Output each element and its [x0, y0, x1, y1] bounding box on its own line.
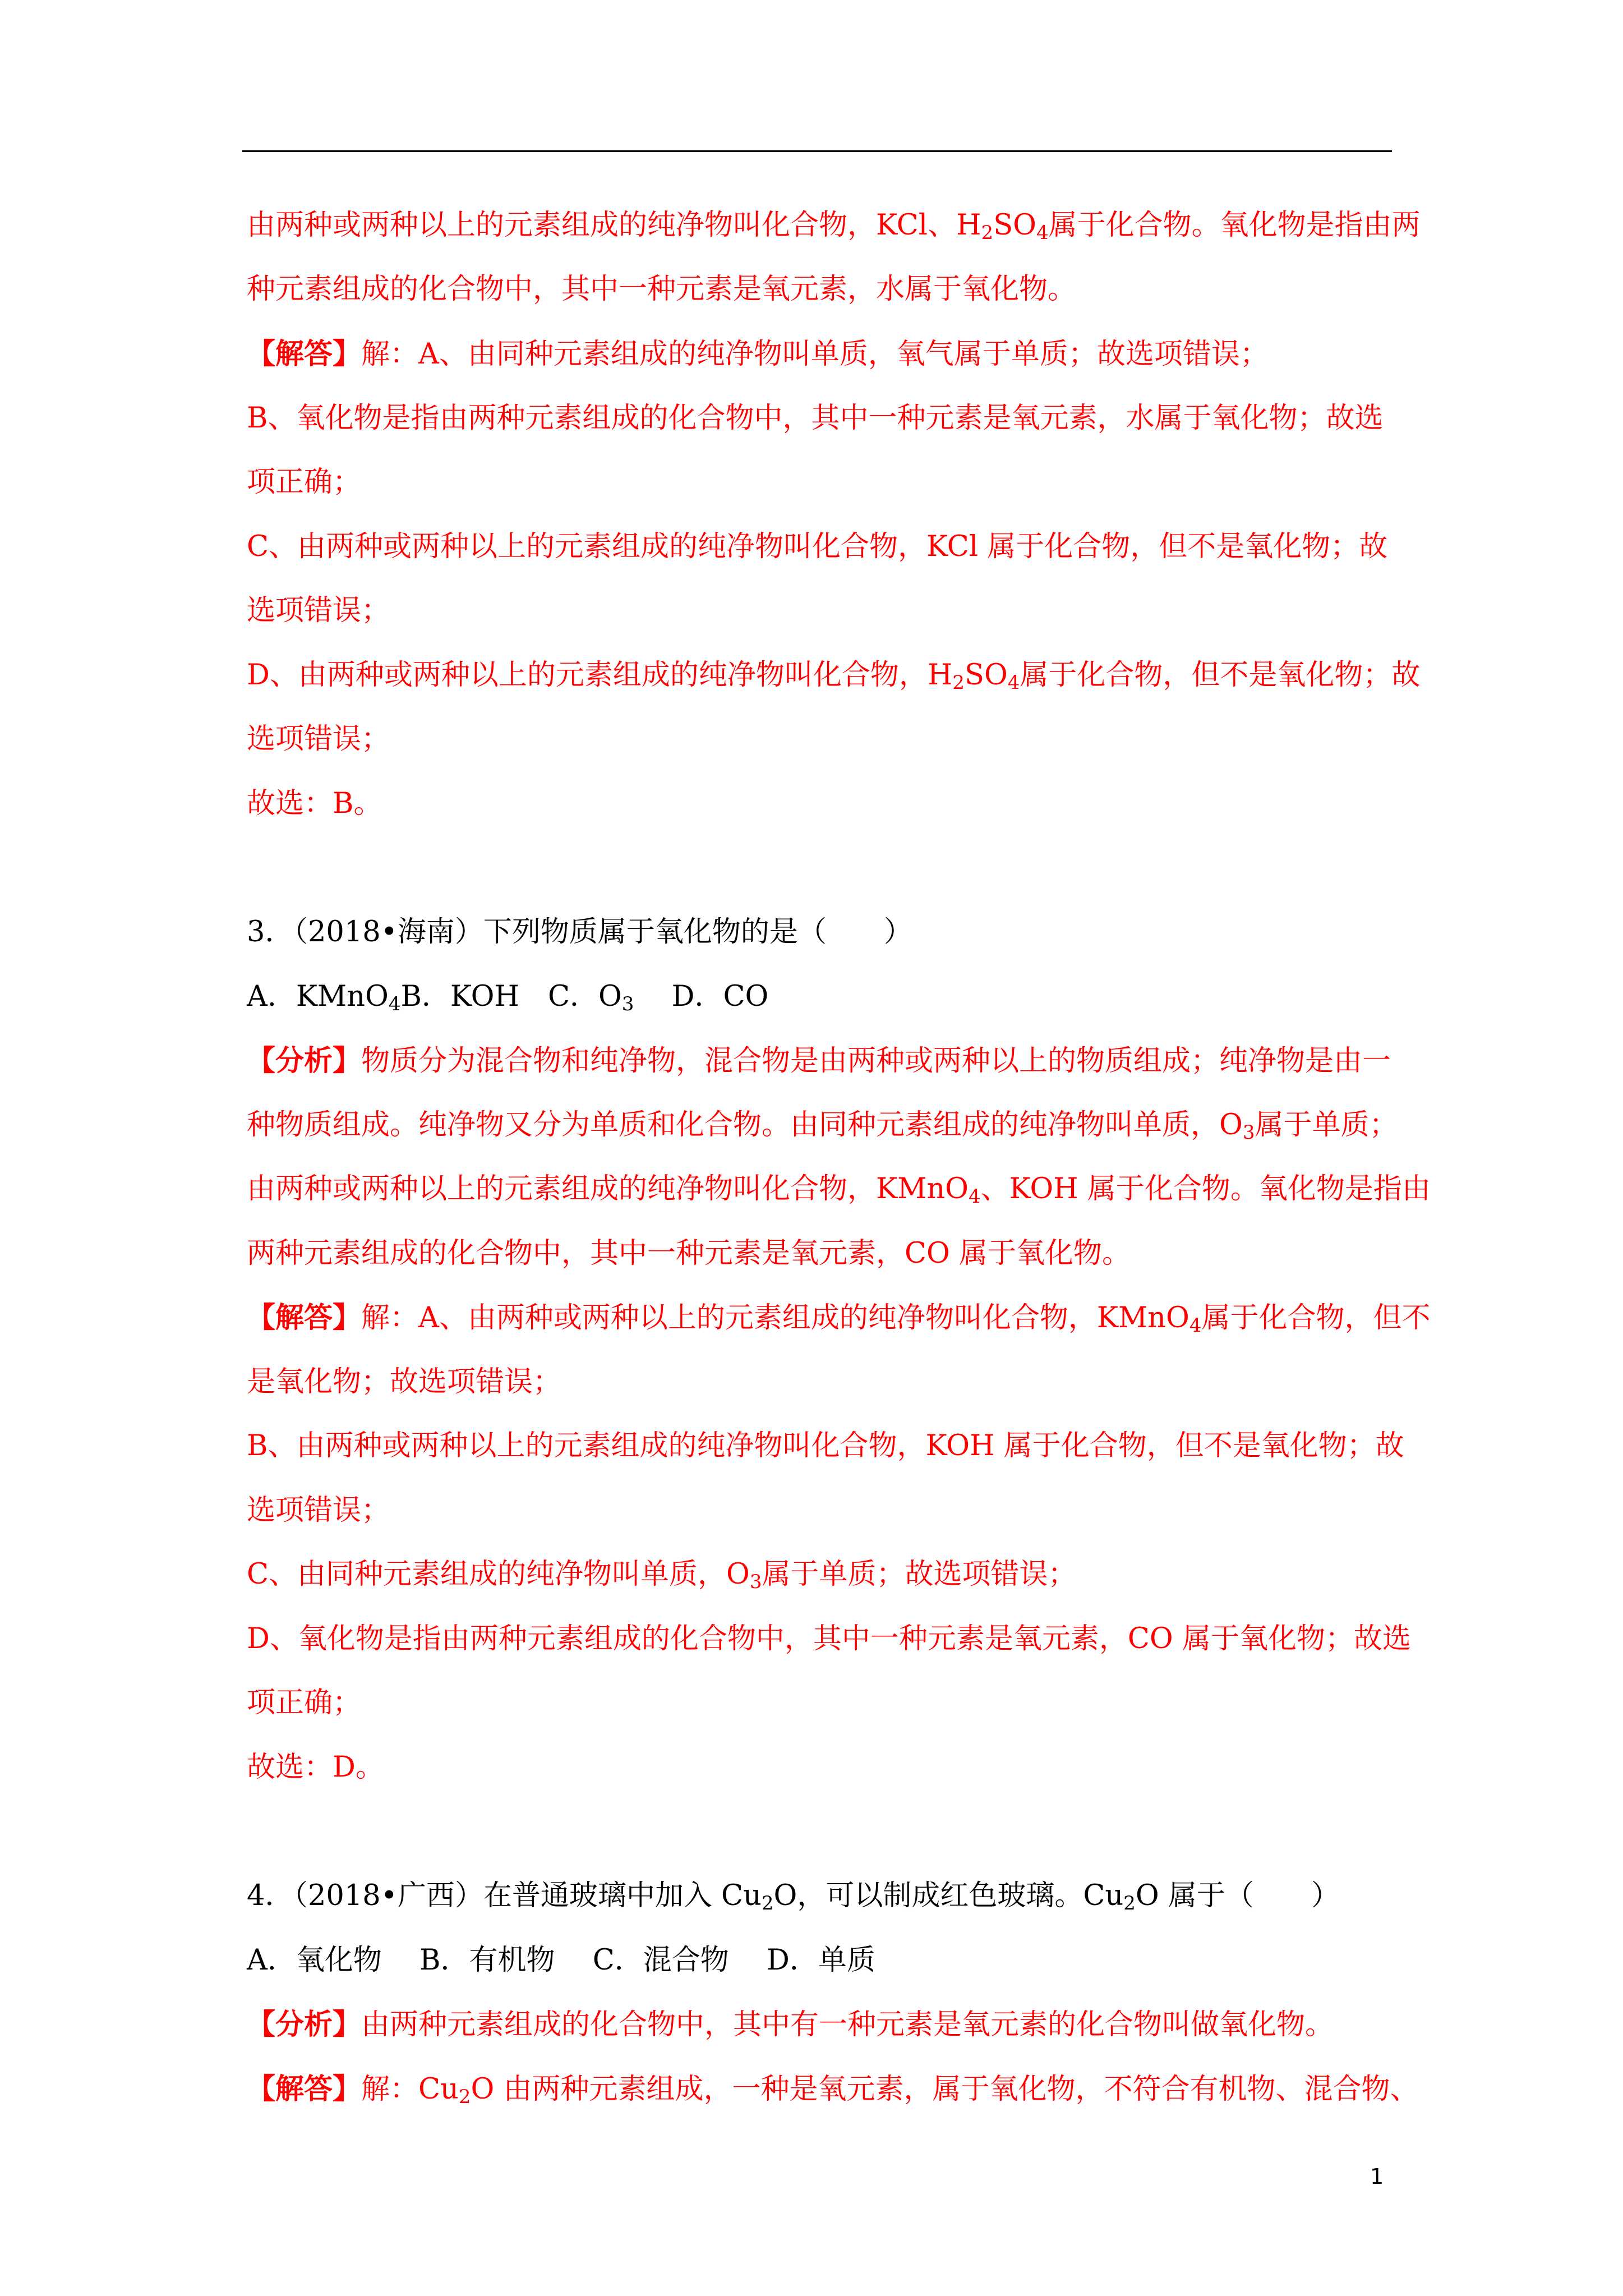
q3-stem: 3．（2018•海南）下列物质属于氧化物的是（ ）: [247, 915, 912, 949]
q3-analysis-line-3: 由两种或两种以上的元素组成的纯净物叫化合物，KMnO$_4$、KOH 属于化合物。氧化物是指由: [247, 1172, 1431, 1208]
prev-solution-d-line-2: 选项错误；: [247, 723, 390, 756]
q3-analysis-line-4: 两种元素组成的化合物中，其中一种元素是氧元素，CO 属于氧化物。: [247, 1237, 1131, 1270]
prev-solution-b-line-1: B、氧化物是指由两种元素组成的化合物中，其中一种元素是氧元素，水属于氧化物；故选: [247, 402, 1384, 435]
q3-analysis-line-1: 【分析】物质分为混合物和纯净物，混合物是由两种或两种以上的物质组成；纯净物是由一: [247, 1044, 1391, 1078]
prev-final-answer: 故选：B。: [247, 787, 382, 820]
prev-analysis-line-2: 种元素组成的化合物中，其中一种元素是氧元素，水属于氧化物。: [247, 273, 1077, 306]
q3-final-answer: 故选：D。: [247, 1751, 384, 1784]
q4-analysis: 【分析】由两种元素组成的化合物中，其中有一种元素是氧元素的化合物叫做氧化物。: [247, 2008, 1334, 2041]
prev-solution-c-line-1: C、由两种或两种以上的元素组成的纯净物叫化合物，KCl 属于化合物，但不是氧化物；故: [247, 530, 1388, 563]
prev-analysis-line-1: 由两种或两种以上的元素组成的纯净物叫化合物，KCl、$H_2SO_4$属于化合物。氧化物是指由两: [247, 209, 1421, 244]
q3-solution-b-line-1: B、由两种或两种以上的元素组成的纯净物叫化合物，KOH 属于化合物，但不是氧化物；故: [247, 1429, 1404, 1462]
prev-solution-b-line-2: 项正确；: [247, 466, 362, 499]
q3-solution-c: C、由同种元素组成的纯净物叫单质，$O_3$属于单质；故选项错误；: [247, 1558, 1077, 1593]
q3-solution-d-line-1: D、氧化物是指由两种元素组成的化合物中，其中一种元素是氧元素，CO 属于氧化物；故选: [247, 1622, 1411, 1655]
q3-solution-a-line-1: 【解答】解：A、由两种或两种以上的元素组成的纯净物叫化合物，KMnO$_4$属于化合物，但不: [247, 1301, 1431, 1337]
q3-options: A．KMnO$_4$B．KOH C．$O_3$ D．CO: [247, 980, 769, 1015]
page-number: 1: [1370, 2164, 1384, 2189]
q3-solution-a-line-2: 是氧化物；故选项错误；: [247, 1365, 562, 1398]
prev-solution-c-line-2: 选项错误；: [247, 594, 390, 627]
q3-analysis-line-2: 种物质组成。纯净物又分为单质和化合物。由同种元素组成的纯净物叫单质，$O_3$属于单质；: [247, 1108, 1398, 1144]
q4-stem: 4．（2018•广西）在普通玻璃中加入 $Cu_2O$，可以制成红色玻璃。$Cu_2O$ 属于（ ）: [247, 1879, 1340, 1915]
q4-options: A．氧化物 B．有机物 C．混合物 D．单质: [247, 1944, 875, 1977]
q3-solution-d-line-2: 项正确；: [247, 1686, 362, 1719]
prev-solution-d-line-1: D、由两种或两种以上的元素组成的纯净物叫化合物，$H_2SO_4$属于化合物，但不是氧化物；故: [247, 659, 1421, 694]
q4-solution: 【解答】解：$Cu_2O$ 由两种元素组成，一种是氧元素，属于氧化物，不符合有机物、混合物、: [247, 2072, 1419, 2108]
prev-solution-a: 【解答】解：A、由同种元素组成的纯净物叫单质，氧气属于单质；故选项错误；: [247, 337, 1269, 371]
header-rule: [242, 150, 1392, 152]
q3-solution-b-line-2: 选项错误；: [247, 1494, 390, 1527]
